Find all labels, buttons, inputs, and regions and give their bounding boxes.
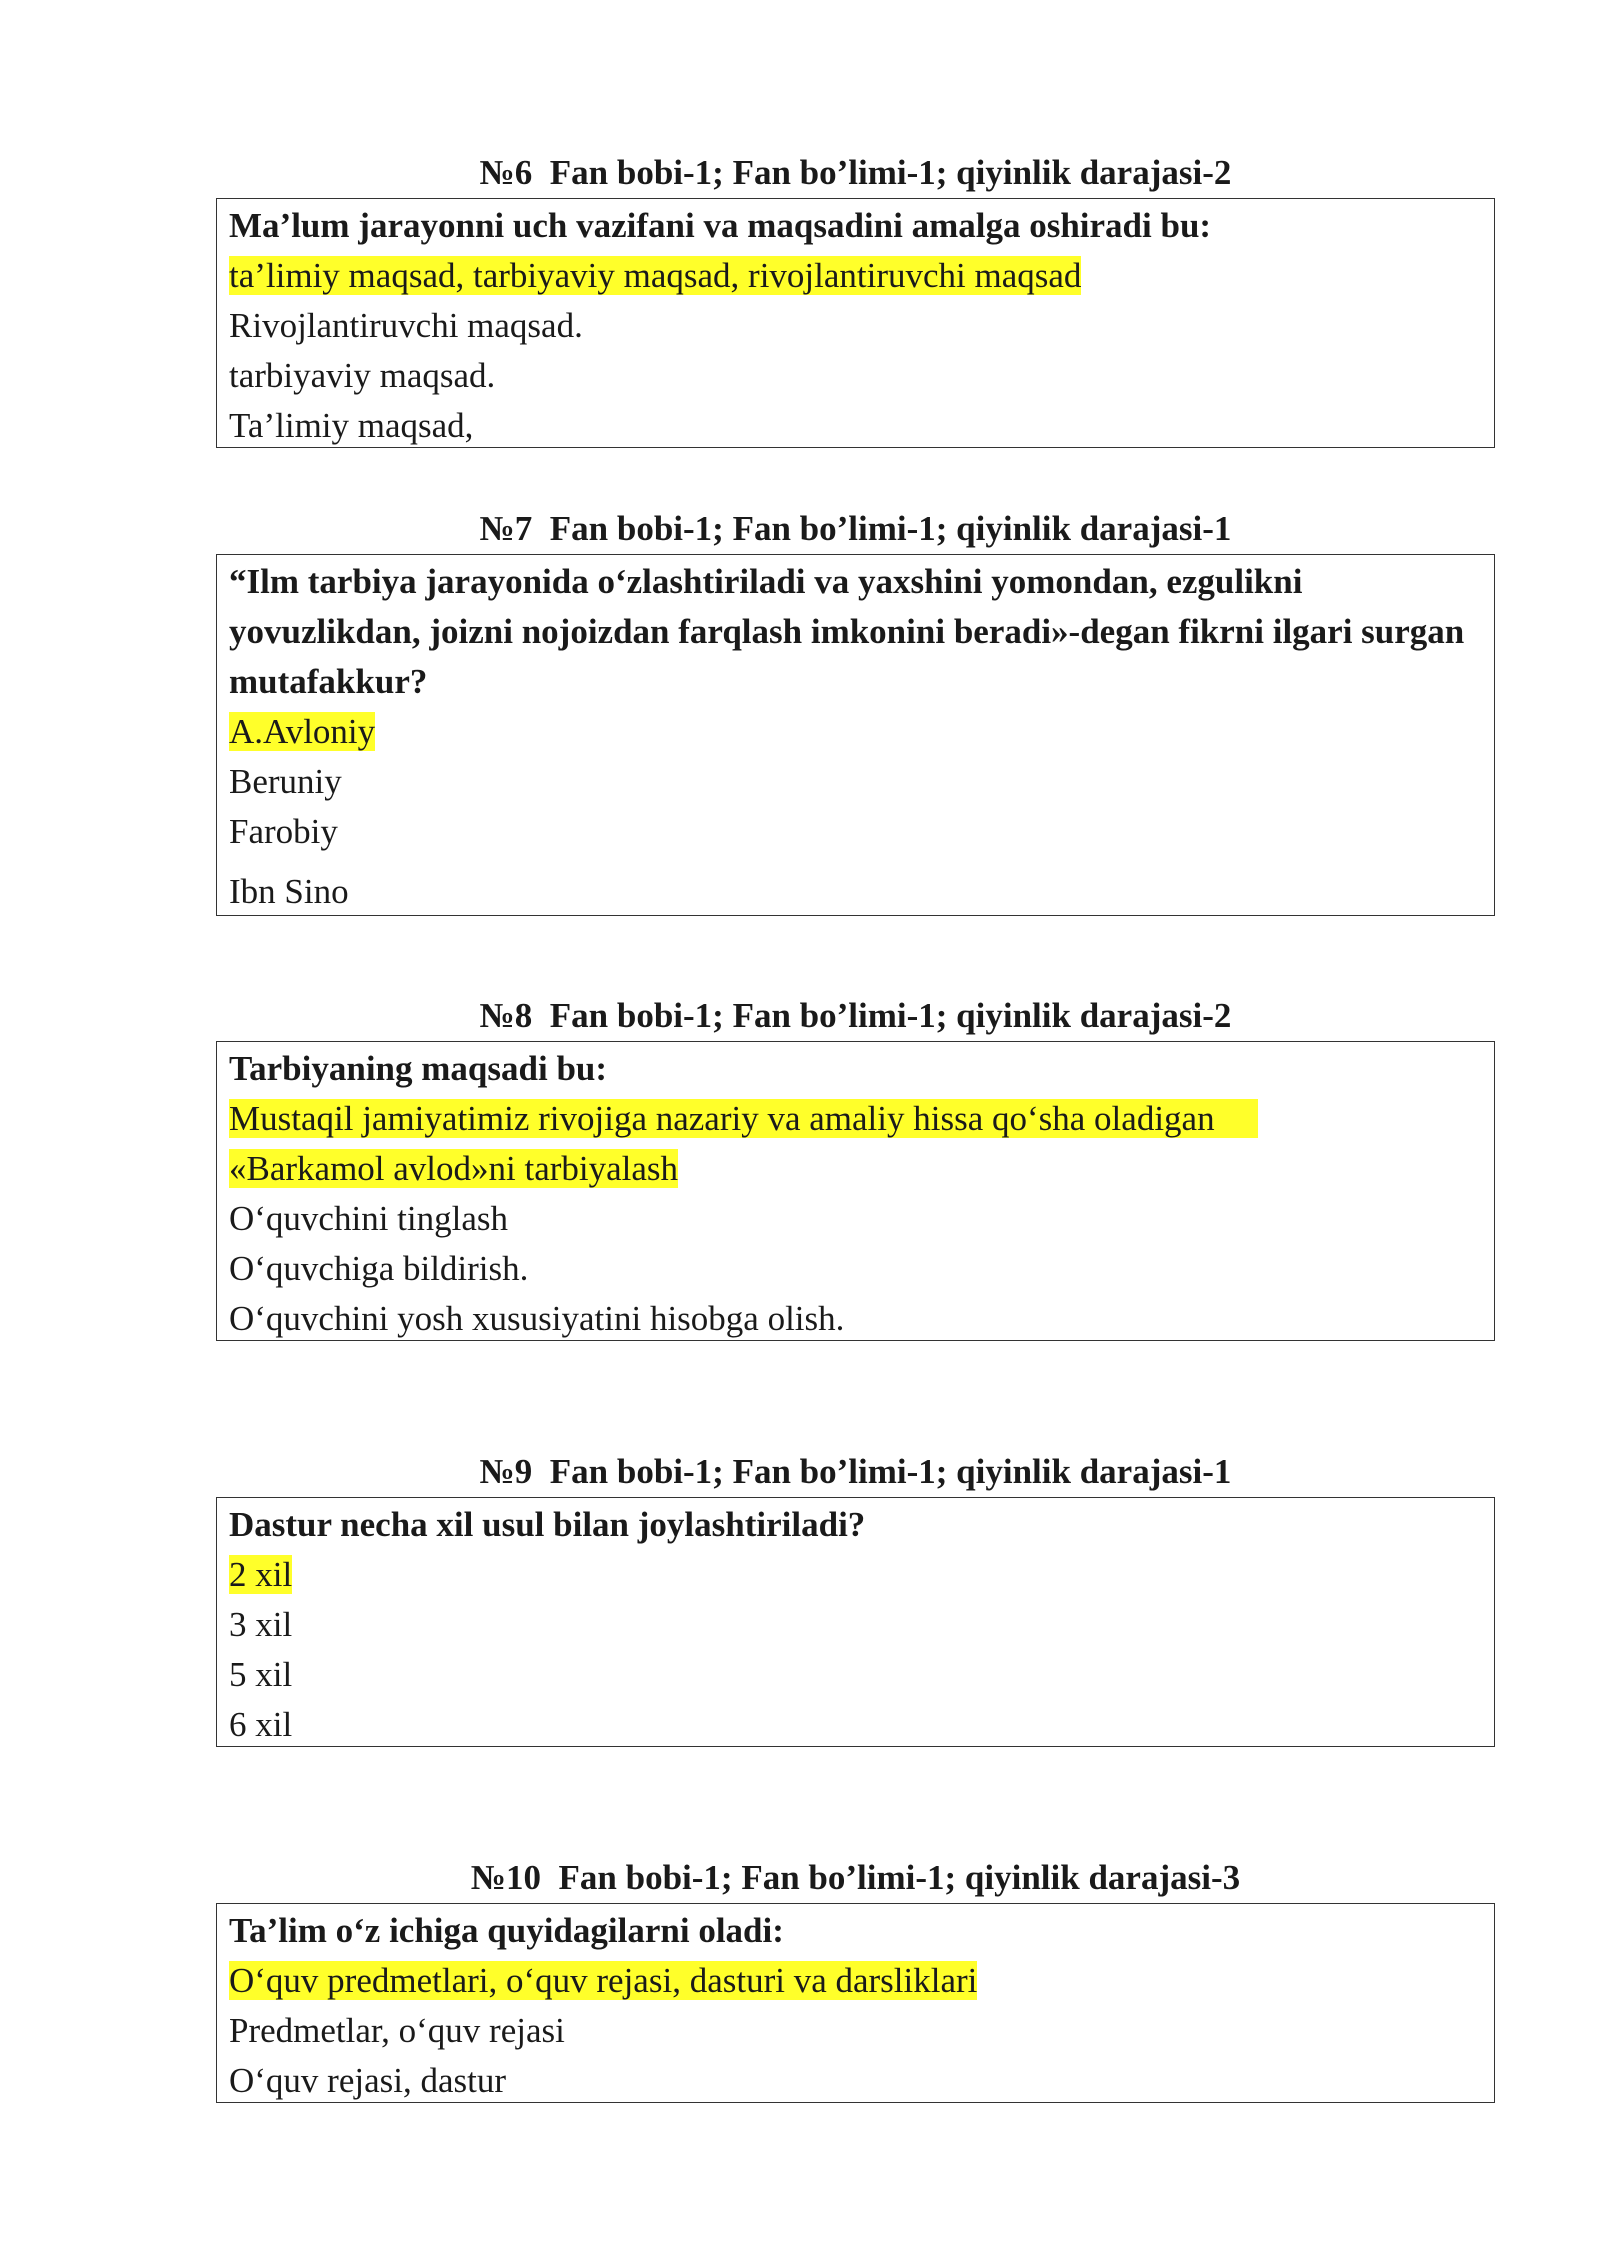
question-number: №6: [479, 153, 533, 192]
question-block-9: [216, 1447, 1495, 1747]
answer-option: Farobiy: [229, 812, 338, 851]
question-box-7: [216, 554, 1495, 916]
answer-option: O‘quv rejasi, dastur: [229, 2061, 507, 2100]
correct-answer-line-2: «Barkamol avlod»ni tarbiyalash: [229, 1149, 679, 1188]
question-text: Ta’lim o‘z ichiga quyidagilarni oladi:: [229, 1911, 784, 1950]
question-number: №10: [470, 1858, 542, 1897]
question-heading-8: [216, 991, 1495, 1041]
question-meta: Fan bobi-1; Fan bo’limi-1; qiyinlik darajasi-1: [549, 509, 1232, 548]
answer-option: Predmetlar, o‘quv rejasi: [229, 2011, 565, 2050]
answer-option: Rivojlantiruvchi maqsad.: [229, 306, 583, 345]
question-number: №7: [479, 509, 533, 548]
answer-option: tarbiyaviy maqsad.: [229, 356, 496, 395]
answer-option: 6 xil: [229, 1705, 293, 1744]
answer-option: O‘quvchini tinglash: [229, 1199, 508, 1238]
question-meta: Fan bobi-1; Fan bo’limi-1; qiyinlik darajasi-3: [558, 1858, 1241, 1897]
question-box-10: [216, 1903, 1495, 2103]
question-block-7: [216, 504, 1495, 916]
answer-option: 5 xil: [229, 1655, 293, 1694]
question-text: Ma’lum jarayonni uch vazifani va maqsadini amalga oshiradi bu:: [229, 206, 1212, 245]
question-number: №9: [479, 1452, 533, 1491]
answer-option: Ta’limiy maqsad,: [229, 406, 474, 445]
question-box-8: [216, 1041, 1495, 1341]
question-block-10: [216, 1853, 1495, 2103]
question-heading-9: [216, 1447, 1495, 1497]
correct-answer-line-1: Mustaqil jamiyatimiz rivojiga nazariy va amaliy hissa qo‘sha oladigan: [229, 1099, 1215, 1138]
correct-answer: A.Avloniy: [229, 712, 376, 751]
question-text: “Ilm tarbiya jarayonida o‘zlashtiriladi va yaxshini yomondan, ezgulikni yovuzlikdan, joizni nojoizdan farqlash imkonini beradi»-degan fikrni ilgari surgan mutafakkur?: [229, 562, 1465, 701]
question-number: №8: [479, 996, 533, 1035]
question-block-6: [216, 148, 1495, 448]
answer-option: O‘quvchini yosh xususiyatini hisobga olish.: [229, 1299, 845, 1338]
answer-option: Ibn Sino: [229, 872, 349, 911]
answer-option: 3 xil: [229, 1605, 293, 1644]
question-text: Tarbiyaning maqsadi bu:: [229, 1049, 608, 1088]
answer-option: Beruniy: [229, 762, 342, 801]
question-block-8: [216, 991, 1495, 1341]
question-meta: Fan bobi-1; Fan bo’limi-1; qiyinlik darajasi-2: [549, 153, 1232, 192]
question-heading-7: [216, 504, 1495, 554]
answer-option: O‘quvchiga bildirish.: [229, 1249, 529, 1288]
question-box-9: [216, 1497, 1495, 1747]
question-text: Dastur necha xil usul bilan joylashtiriladi?: [229, 1505, 866, 1544]
question-box-6: [216, 198, 1495, 448]
question-heading-6: [216, 148, 1495, 198]
question-heading-10: [216, 1853, 1495, 1903]
correct-answer: 2 xil: [229, 1555, 293, 1594]
question-meta: Fan bobi-1; Fan bo’limi-1; qiyinlik darajasi-2: [549, 996, 1232, 1035]
question-meta: Fan bobi-1; Fan bo’limi-1; qiyinlik darajasi-1: [549, 1452, 1232, 1491]
correct-answer: O‘quv predmetlari, o‘quv rejasi, dasturi va darsliklari: [229, 1961, 978, 2000]
correct-answer: ta’limiy maqsad, tarbiyaviy maqsad, rivojlantiruvchi maqsad: [229, 256, 1082, 295]
